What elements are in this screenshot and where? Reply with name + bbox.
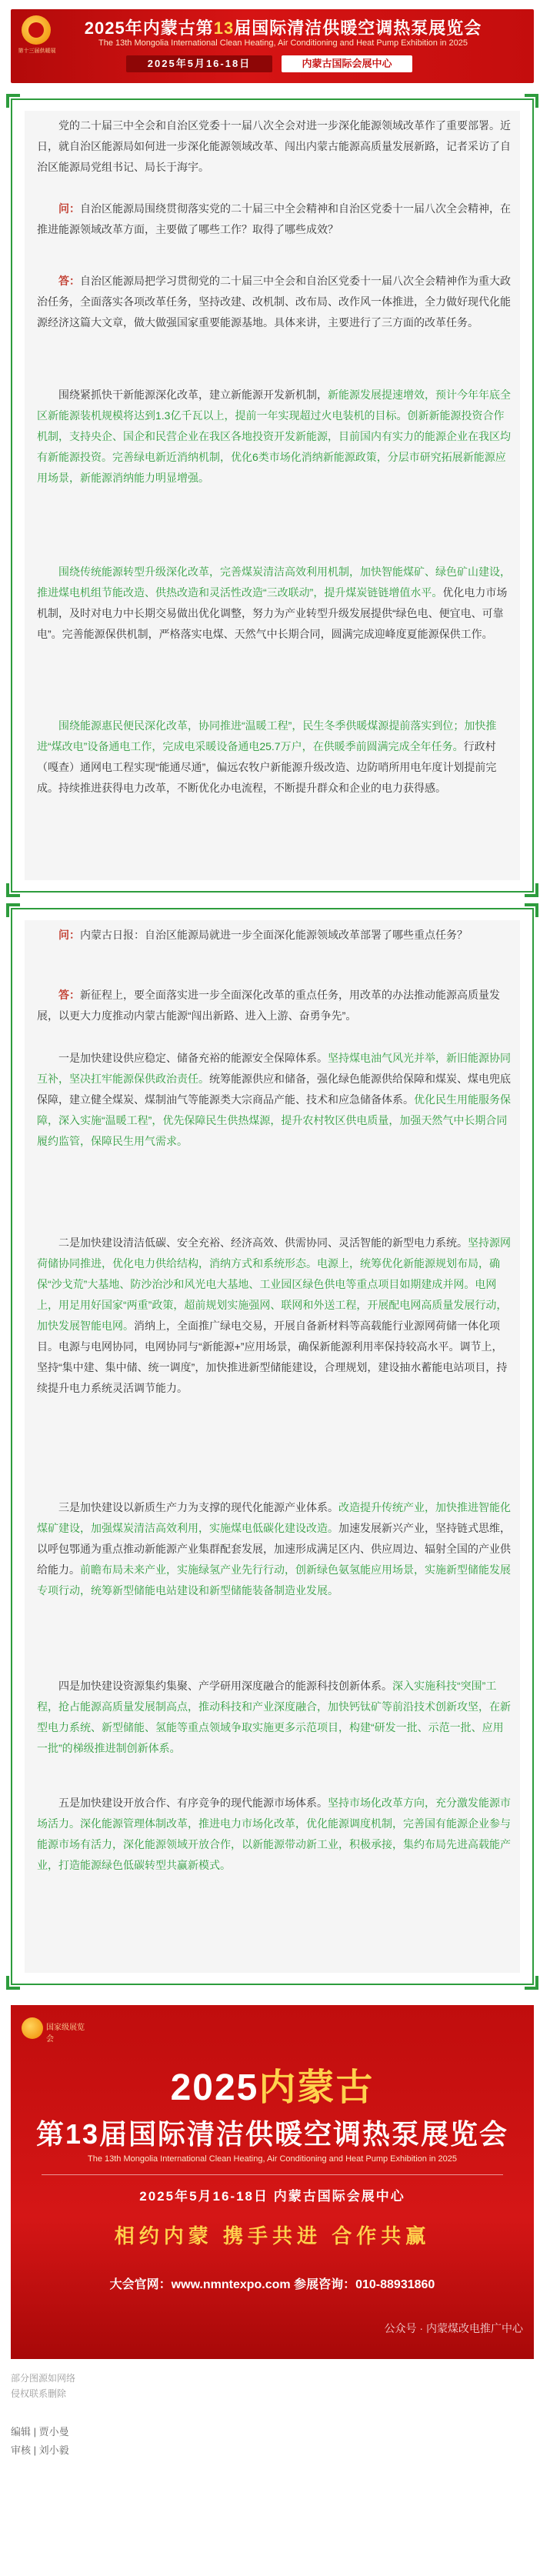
exhibition-banner[interactable] bbox=[11, 9, 534, 83]
answer-text: 自治区能源局把学习贯彻党的二十届三中全会和自治区党委十一届八次全会精神作为重大政治任务，全面落实各项改革任务，坚持改建、改机制、改布局、改作风一体推进，全力做好现代化能源经济这篇大文章，做大做强国家重要能源基地。具体来讲，主要进行了三方面的改革任务。 bbox=[37, 275, 511, 329]
answer-text: 新征程上，要全面落实进一步全面深化改革的重点任务，用改革的办法推动能源高质量发展，以更大力度推动内蒙古能源“闯出新路、进入上游、奋勇争先”。 bbox=[37, 989, 500, 1022]
answer-1 bbox=[37, 271, 511, 333]
para-lead: 三是加快建设以新质生产力为支撑的现代化能源产业体系。 bbox=[58, 1501, 338, 1513]
para-body: 消纳上，全面推广绿电交易，开展自备新材料等高载能行业源网荷储一体化项目。电源与电网协同，电网协同与“新能源+”应用场景，确保新能源利用率保持较高水平。调节上，坚持“集中建、集中储、统一调度”，加快推进新型储能建设，合理规划，建设抽水蓄能电站项目，持续提升电力系统灵活调节能力。 bbox=[37, 1320, 508, 1394]
para-highlight: 前瞻布局未来产业，实施绿氢产业先行行动，创新绿色氨氢能应用场景，实施新型储能发展专项行动，统筹新型储能电站建设和新型储能装备制造业发展。 bbox=[37, 1563, 511, 1597]
answer-label: 答： bbox=[58, 989, 80, 1001]
question-1 bbox=[37, 199, 511, 240]
para-lead: 二是加快建设清洁低碳、安全充裕、经济高效、供需协同、灵活智能的新型电力系统。 bbox=[58, 1236, 468, 1249]
question-2 bbox=[37, 925, 511, 946]
para-lead: 四是加快建设资源集约集聚、产学研用深度融合的能源科技创新体系。 bbox=[58, 1680, 392, 1692]
para-lead: 一是加快建设供应稳定、储备充裕的能源安全保障体系。 bbox=[58, 1052, 328, 1064]
para-highlight: 坚持源网荷储协同推进，优化电力供给结构，消纳方式和系统形态。电源上，统筹优化新能源规划布局，确保“沙戈荒”大基地、防沙治沙和风光电大基地、工业园区绿色供电等重点项目如期建成并网。电网上，用足用好国家“两重”政策，超前规划实施强网、联网和外送工程，开展配电网高质量发展行动，加快发展智能电网。 bbox=[37, 1236, 511, 1332]
poster-logo bbox=[22, 2017, 91, 2048]
poster-year-place: 内蒙古 bbox=[258, 2067, 375, 2108]
poster-date-venue: 2025年5月16-18日 内蒙古国际会展中心 bbox=[139, 2189, 405, 2204]
banner-title-prefix: 2025年内蒙古第 bbox=[84, 18, 214, 38]
corner-ornament bbox=[6, 883, 20, 897]
banner-title bbox=[68, 15, 498, 39]
para-highlight: 坚持市场化改革方向，充分激发能源市场活力。深化能源管理体制改革，推进电力市场化改革，优化能源调度机制，完善国有能源企业参与能源市场有活力，深化能源领域开放合作，以新能源带动新工业，积极承接，集约布局先进高载能产业，打造能源绿色低碳转型共赢新模式。 bbox=[37, 1797, 511, 1871]
corner-ornament bbox=[525, 903, 538, 917]
para-lead: 五是加快建设开放合作、有序竞争的现代能源市场体系。 bbox=[58, 1797, 328, 1809]
paragraph-power-system bbox=[37, 1233, 511, 1399]
corner-ornament bbox=[6, 1976, 20, 1990]
reviewer-credit: 审核 | 刘小毅 bbox=[11, 2444, 69, 2456]
corner-ornament bbox=[525, 1976, 538, 1990]
para-highlight: 坚持煤电油气风光并举，新旧能源协同互补，坚决扛牢能源保供政治责任。 bbox=[37, 1052, 511, 1085]
wechat-watermark: 公众号 · 内蒙煤改电推广中心 bbox=[384, 2322, 523, 2334]
question-text: 内蒙古日报：自治区能源局就进一步全面深化能源领域改革部署了哪些重点任务？ bbox=[80, 929, 468, 941]
para-lead: 围绕紧抓快干新能源深化改革，建立新能源开发新机制， bbox=[58, 389, 328, 401]
corner-ornament bbox=[525, 883, 538, 897]
poster-divider bbox=[42, 2174, 503, 2175]
corner-ornament bbox=[525, 94, 538, 108]
paragraph-innovation-system bbox=[37, 1676, 511, 1759]
banner-subtitle: The 13th Mongolia International Clean Heating, Air Conditioning and Heat Pump Exhibition in 2025 bbox=[98, 38, 468, 48]
question-text: 自治区能源局围绕贯彻落实党的二十届三中全会精神和自治区党委十一届八次全会精神，在推进能源领域改革方面，主要做了哪些工作？取得了哪些成效？ bbox=[37, 202, 511, 235]
para-highlight: 围绕传统能源转型升级深化改革，完善煤炭清洁高效利用机制，加快智能煤矿、绿色矿山建设，推进煤电机组节能改造、供热改造和灵活性改造“三改联动”，提升煤炭链链增值水平。 bbox=[37, 566, 511, 599]
paragraph-traditional-energy bbox=[37, 562, 511, 645]
poster-year-num: 2025 bbox=[170, 2067, 259, 2108]
corner-ornament bbox=[6, 94, 20, 108]
corner-ornament bbox=[6, 903, 20, 917]
logo-text: 第十三届供暖展 bbox=[18, 48, 56, 54]
para-body: 加速发展新兴产业，坚持链式思维，以呼包鄂通为重点推动新能源产业集群配套发展，加速形成满足区内、供应周边、辐射全国的产业供给能力。 bbox=[37, 1522, 511, 1576]
banner-title-suffix: 届国际清洁供暖空调热泵展览会 bbox=[234, 18, 482, 38]
exhibition-poster[interactable] bbox=[11, 2005, 534, 2359]
para-body: 行政村（嘎查）通网电工程实现“能通尽通”，偏远农牧户新能源升级改造、边防哨所用电年度计划提前完成。持续推进获得电力改革，不断优化办电流程，不断提升群众和企业的电力获得感。 bbox=[37, 740, 497, 794]
para-highlight: 围绕能源惠民便民深化改革，协同推进“温暖工程”，民生冬季供暖煤源提前落实到位；加快推进“煤改电”设备通电工作，完成电采暖设备通电25.7万户，在供暖季前圆满完成全年任务。 bbox=[37, 719, 497, 752]
poster-subtitle: The 13th Mongolia International Clean Heating, Air Conditioning and Heat Pump Exhibition in 2025 bbox=[87, 2154, 458, 2164]
paragraph-people-energy bbox=[37, 716, 511, 799]
poster-slogans: 相约内蒙 携手共进 合作共赢 bbox=[114, 2224, 431, 2247]
poster-logo-text: 国家级展览会 bbox=[46, 2024, 85, 2044]
banner-title-num: 13 bbox=[213, 18, 235, 38]
poster-title: 第13届国际清洁供暖空调热泵展览会 bbox=[35, 2118, 509, 2150]
image-source-note: 部分图源如网络 bbox=[11, 2373, 76, 2384]
para-highlight: 新能源发展提速增效，预计今年年底全区新能源装机规模将达到1.3亿千瓦以上，提前一年实现超过火电装机的目标。创新新能源投资合作机制，支持央企、国企和民营企业在我区各地投资开发新能源，目前国内有实力的能源企业在我区均有新能源投资。完善绿电新近消纳机制，优化6类市场化消纳新能源政策，分层市研究拓展新能源应用场景，新能源消纳能力明显增强。 bbox=[37, 389, 511, 484]
question-label: 问： bbox=[58, 202, 80, 215]
exhibition-logo bbox=[17, 15, 55, 62]
editor-credit: 编辑 | 贾小曼 bbox=[11, 2426, 69, 2438]
interview-section-2 bbox=[11, 908, 534, 1985]
para-highlight: 改造提升传统产业，加快推进智能化煤矿建设，加强煤炭清洁高效利用，实施煤电低碳化建设改造。 bbox=[37, 1501, 511, 1534]
paragraph-industry-system bbox=[37, 1497, 511, 1601]
paragraph-market-system bbox=[37, 1793, 511, 1876]
para-body: 优化电力市场机制，及时对电力中长期交易做出优化调整，努力为产业转型升级发展提供“绿色电、便宜电、可靠电”。完善能源保供机制，严格落实电煤、天然气中长期合同，圆满完成迎峰度夏能源保供工作。 bbox=[37, 586, 508, 640]
copyright-note: 侵权联系删除 bbox=[11, 2388, 67, 2399]
banner-date: 2025年5月16-18日 bbox=[126, 55, 272, 72]
paragraph-new-energy bbox=[37, 385, 511, 489]
poster-contact-info[interactable]: 大会官网：www.nmntexpo.com 参展咨询：010-88931860 bbox=[109, 2278, 435, 2291]
paragraph-security-system bbox=[37, 1048, 511, 1152]
interview-section-1 bbox=[11, 98, 534, 893]
question-label: 问： bbox=[58, 929, 80, 941]
answer-2 bbox=[37, 985, 511, 1026]
para-highlight: 深入实施科技“突围”工程，抢占能源高质量发展制高点，推动科技和产业深度融合，加快钙钛矿等前沿技术创新攻坚，在新型电力系统、新型储能、氢能等重点领域争取实施更多示范项目，构建“研发一批、示范一批、应用一批”的梯级推进制创新体系。 bbox=[37, 1680, 511, 1754]
answer-label: 答： bbox=[58, 275, 80, 287]
para-highlight: 优化民生用能服务保障，深入实施“温暖工程”，优先保障民生供热煤源，提升农村牧区供电质量，加强天然气中长期合同履约监管，保障民生用气需求。 bbox=[37, 1093, 511, 1147]
logo-emblem-icon bbox=[22, 15, 51, 45]
poster-emblem-icon bbox=[22, 2017, 43, 2039]
banner-venue: 内蒙古国际会展中心 bbox=[282, 55, 412, 72]
para-body: 统筹能源供应和储备，强化绿色能源供给保障和煤炭、煤电兜底保障，建立健全煤炭、煤制油气等能源类大宗商品产能、技术和应急储备体系。 bbox=[37, 1073, 511, 1106]
intro-paragraph: 党的二十届三中全会和自治区党委十一届八次全会对进一步深化能源领域改革作了重要部署。近日，就自治区能源局如何进一步深化能源领域改革、闯出内蒙古能源高质量发展新路，记者采访了自治区能源局党组书记、局长于海宇。 bbox=[37, 119, 511, 173]
poster-year bbox=[11, 2057, 534, 2111]
